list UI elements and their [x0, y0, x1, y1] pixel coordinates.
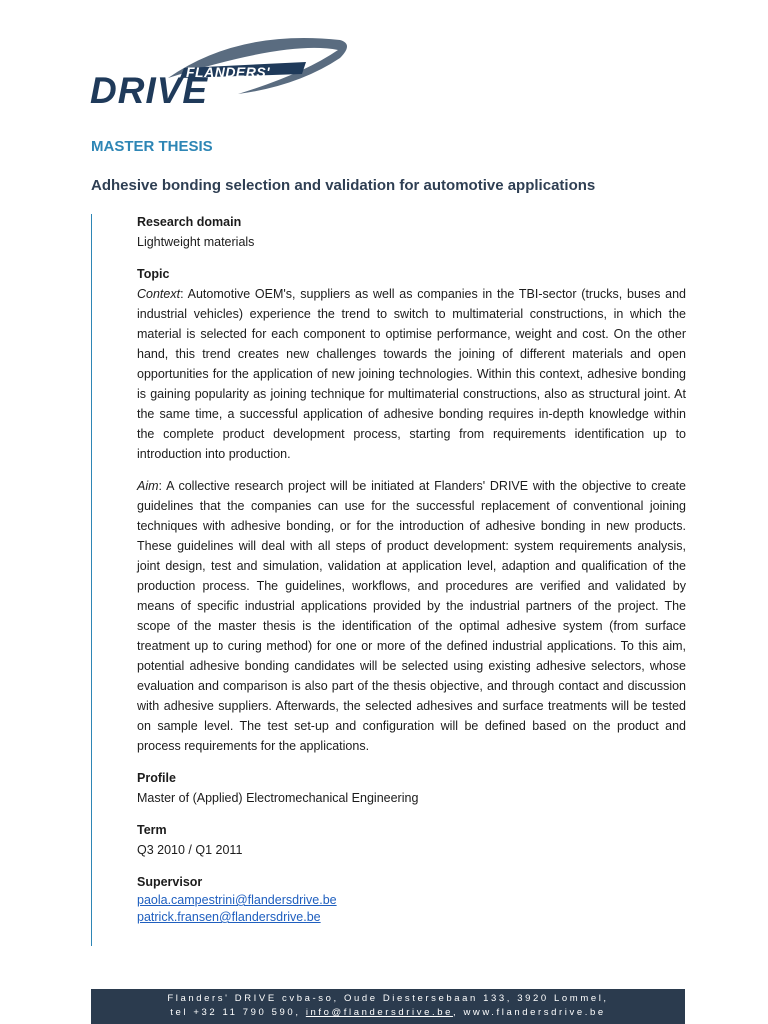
profile-section — [137, 768, 686, 808]
research-domain-label: Research domain — [137, 215, 242, 229]
supervisor-email-link-1[interactable]: paola.campestrini@flandersdrive.be — [137, 893, 337, 907]
term-section — [137, 820, 686, 860]
topic-section — [137, 264, 686, 756]
topic-label: Topic — [137, 267, 170, 281]
thesis-details — [137, 212, 686, 938]
term-label: Term — [137, 823, 167, 837]
left-accent-rule — [91, 214, 92, 946]
footer-contact — [91, 1006, 685, 1020]
supervisor-label: Supervisor — [137, 875, 203, 889]
logo-brand-text: FLANDERS' — [186, 64, 271, 80]
research-domain-value: Lightweight materials — [137, 235, 255, 249]
aim-lead: Aim — [137, 479, 159, 493]
profile-value: Master of (Applied) Electromechanical Engineering — [137, 791, 419, 805]
thesis-title: Adhesive bonding selection and validation for automotive applications — [91, 177, 596, 194]
context-text: : Automotive OEM's, suppliers as well as companies in the TBI-sector (trucks, buses and industrial vehicles) experience the trend to switch to multimaterial constructions, in which the material is selected for each component to optimise performance, weight and cost. On the other hand, this trend creates new challenges towards the joining of different materials and open opportunities for the application of new joining technologies. Within this context, adhesive bonding is gaining popularity as joining technique for multimaterial constructions, also as structural joint. At the same time, a successful application of adhesive bonding requires in-depth knowledge within the complete product development process, starting from requirements identification up to introduction into production. — [137, 287, 686, 461]
master-thesis-heading: MASTER THESIS — [91, 138, 213, 155]
logo-word-text: DRIVE — [90, 70, 209, 111]
aim-paragraph — [137, 476, 686, 756]
term-value: Q3 2010 / Q1 2011 — [137, 843, 243, 857]
context-lead: Context — [137, 287, 181, 301]
footer-website: , www.flandersdrive.be — [452, 1007, 606, 1018]
footer-phone: tel +32 11 790 590, — [170, 1007, 301, 1018]
profile-label: Profile — [137, 771, 176, 785]
context-paragraph — [137, 284, 686, 464]
aim-text: : A collective research project will be initiated at Flanders' DRIVE with the objective to create guidelines that the companies can use for the successful replacement of conventional joining techniques with adhesive bonding, or for the introduction of adhesive bonding in new products. These guidelines will deal with all steps of product development: system requirements analysis, joint design, test and simulation, validation at application level, adaption and qualification of the production process. The guidelines, workflows, and procedures are verified and validated by means of specific industrial applications provided by the industrial partners of the project. The scope of the master thesis is the identification of the optimal adhesive system (from surface treatment up to curing method) for one or more of the defined industrial applications. To this aim, potential adhesive bonding candidates will be selected using existing adhesive selectors, whose evaluation and comparison is also part of the thesis objective, and through contact and discussion with adhesive suppliers. Afterwards, the selected adhesives and surface treatments will be tested on sample level. The test set-up and configuration will be defined based on the product and process requirements for the applications. — [137, 479, 686, 753]
supervisor-section — [137, 872, 686, 926]
footer-bar — [91, 989, 685, 1024]
footer-address: Flanders' DRIVE cvba-so, Oude Diestersebaan 133, 3920 Lommel, — [167, 993, 609, 1004]
research-domain-section — [137, 212, 686, 252]
supervisor-email-link-2[interactable]: patrick.fransen@flandersdrive.be — [137, 910, 321, 924]
footer-email-link[interactable]: info@flandersdrive.be — [305, 1007, 453, 1018]
